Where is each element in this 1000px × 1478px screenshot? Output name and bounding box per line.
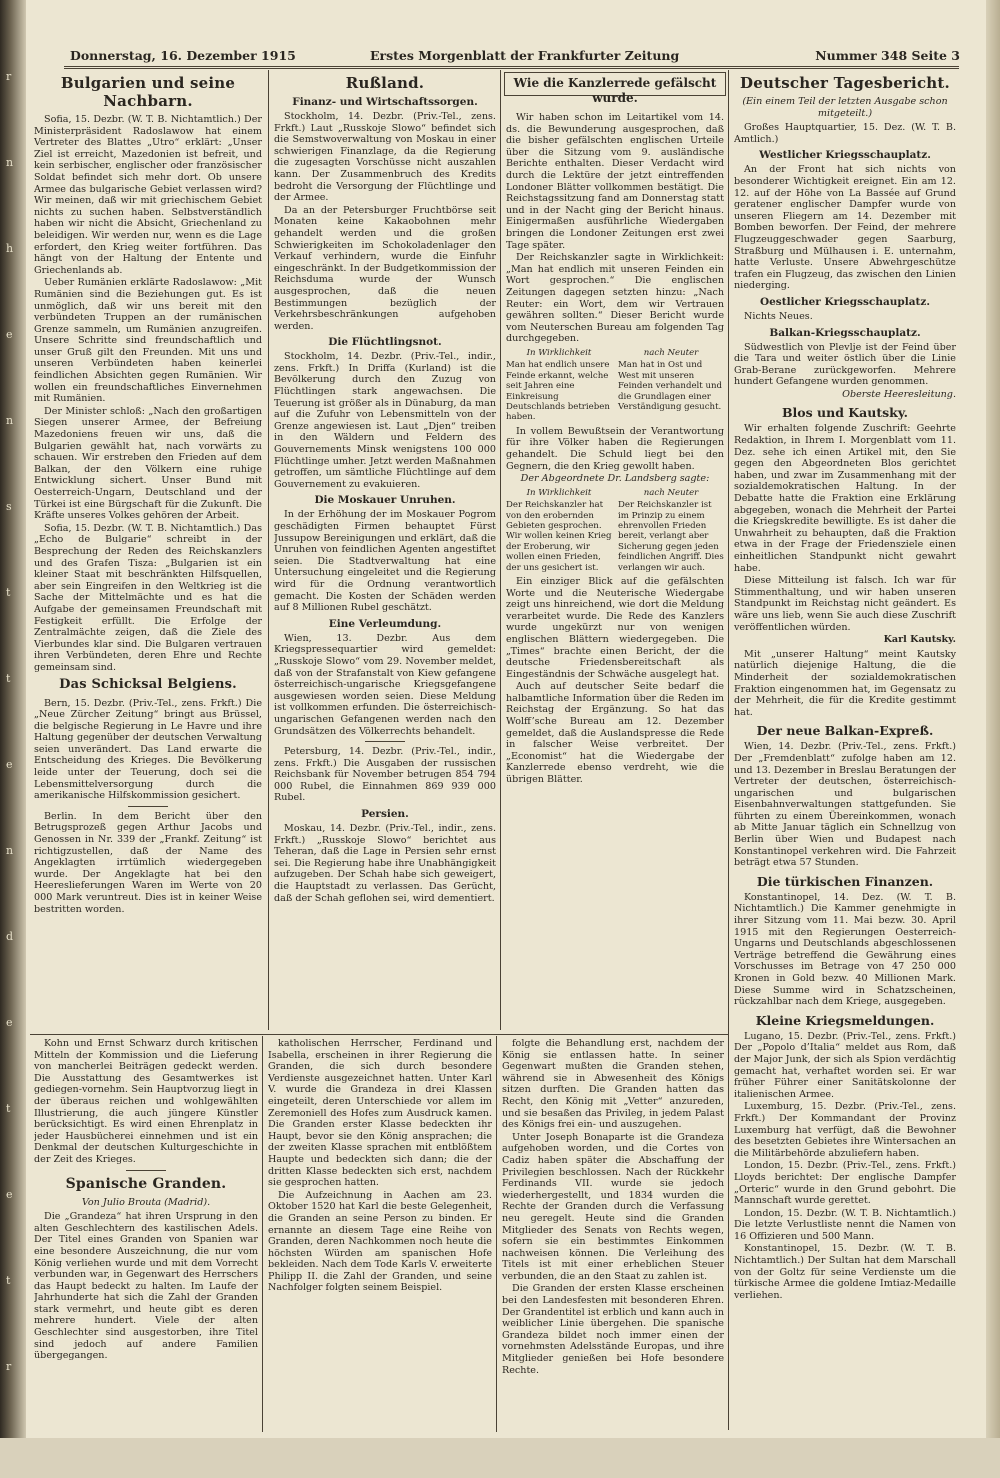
- subheadline-finanz: Finanz- und Wirtschaftssorgen.: [292, 96, 478, 108]
- spine-letter: t: [6, 586, 11, 599]
- column-rule: [496, 1036, 497, 1432]
- comparison-block: [506, 488, 724, 573]
- comparison-block: [506, 348, 724, 423]
- headline-kleine-kriegsmeldungen: Kleine Kriegsmeldungen.: [755, 1012, 935, 1028]
- subheadline-moskau: Die Moskauer Unruhen.: [314, 494, 456, 507]
- article-paragraph: In der Erhöhung der im Moskauer Pogrom geschädigten Firmen behauptet Fürst Jussupow Bereinigungen und erklärt, daß die Unruhen von feindlichen Agenten angestiftet seien. Die Stadtverwaltung hat eine Untersuchung eingeleitet und die Regierung wird für die Ordnung verantwortlich gemacht. Die Kosten der Schäden werden auf 8 Millionen Rubel geschätzt.: [274, 509, 496, 614]
- masthead-page-number: Nummer 348 Seite 3: [815, 48, 960, 63]
- article-paragraph: Berlin. In dem Bericht über den Betrugsprozeß gegen Arthur Jacobs und Genossen in Nr. 339 der „Frankf. Zeitung“ ist richtigzustellen, daß der Name des Angeklagten irrtümlich wiedergegeben wurde. Der Angeklagte hat bei den Heereslieferungen Waren im Werte von 20 000 Mark veruntreut. Dies ist in keiner Weise bestritten worden.: [34, 810, 262, 915]
- page-bottom-margin: [0, 1438, 1000, 1478]
- article-paragraph: Ein einziger Blick auf die gefälschten Worte und die Neuterische Wiedergabe zeigt uns hinreichend, wie dort die Meldung verarbeitet wurde. Die Rede des Kanzlers wurde ungekürzt nur von wenigen englischen Blättern wiedergegeben. Die „Times“ brachte einen Bericht, der die deutsche Friedensbereitschaft als Eingeständnis der Schwäche ausgelegt hat.: [506, 575, 724, 680]
- subheadline-balkan: Balkan-Kriegsschauplatz.: [769, 326, 921, 339]
- feuilleton-right: [502, 1038, 724, 1432]
- article-paragraph: Nichts Neues.: [744, 310, 813, 322]
- note-text: (Ein einem Teil der letzten Ausgabe schon mitgeteilt.): [742, 96, 948, 119]
- spine-letter: s: [6, 500, 12, 513]
- signature: Karl Kautsky.: [883, 634, 956, 646]
- comparison-label-left: In Wirklichkeit: [526, 487, 592, 498]
- article-paragraph: Kohn und Ernst Schwarz durch kritischen Mitteln der Kommission und die Lieferung von mancherlei Beiträgen gedeckt werden. Die Ausstattung des Gesamtwerkes ist gediegen-vornehm. Sein Hauptvorzug liegt in der überaus reichen und wohlgewählten Illustrierung, die auch jüngere Künstler berücksichtigt. Es wird einen Ehrenplatz in jeder Hausbücherei einnehmen und ist ein Denkmal der deutschen Kulturgeschichte in der Zeit des Krieges.: [34, 1038, 258, 1165]
- article-paragraph: London, 15. Dezbr. (Priv.-Tel., zens. Frkft.) Lloyds berichtet: Der englische Dampfer „Orteric“ wurde in den Grund gebohrt. Die Mannschaft wurde gerettet.: [734, 1160, 956, 1207]
- subheadline-ost: Oestlicher Kriegsschauplatz.: [759, 295, 931, 308]
- article-paragraph: katholischen Herrscher, Ferdinand und Isabella, erscheinen in ihrer Regierung die Granden, die sich durch besondere Verdienste ausgezeichnet hatten. Unter Karl V. wurde die Grandeza in drei Klassen eingeteilt, deren Unterschiede vor allem im Zeremoniell des Hofes zum Ausdruck kamen. Die Granden erster Klasse bedeckten ihr Haupt, bevor sie den König ansprachen; die der zweiten Klasse sprachen mit entblößtem Haupte und bedeckten sich dann; die der dritten Klasse bedeckten sich erst, nachdem sie gesprochen hatten.: [268, 1038, 492, 1189]
- article-paragraph: Diese Mitteilung ist falsch. Ich war für Stimmenthaltung, und wir haben unseren Standpunkt im Reichstag nicht geändert. Es wäre uns lieb, wenn Sie auch diese Zuschrift veröffentlichen würden.: [734, 575, 956, 633]
- article-paragraph: In vollem Bewußtsein der Verantwortung für ihre Völker haben die Regierungen gehandelt. Die Schuld liegt bei den Gegnern, die den Krieg gewollt haben.: [506, 425, 724, 472]
- headline-bulgarien: Bulgarien und seine Nachbarn.: [60, 74, 236, 110]
- article-separator: [128, 806, 168, 807]
- byline: Von Julio Brouta (Madrid).: [81, 1196, 211, 1208]
- masthead-date: Donnerstag, 16. Dezember 1915: [70, 48, 296, 63]
- article-paragraph: Wien, 13. Dezbr. Aus dem Kriegspressequartier wird gemeldet: „Russkoje Slowo“ vom 29. November meldet, daß von der Strafanstalt von Kiew gefangene österreichisch-ungarische Kriegsgefangene ausgewiesen worden seien. Diese Meldung ist vollkommen erfunden. Die österreichisch-ungarischen Gefangenen werden nach den Grundsätzen des Völkerrechts behandelt.: [274, 632, 496, 737]
- headline-blos-kautsky: Blos und Kautsky.: [781, 405, 908, 421]
- article-paragraph: Südwestlich von Plevlje ist der Feind über die Tara und weiter östlich über die Linie Grab-Berane zurückgeworfen. Mehrere hundert Gefangene wurden genommen.: [734, 341, 956, 388]
- speaker-label: Der Abgeordnete Dr. Landsberg sagte:: [520, 473, 710, 485]
- article-paragraph: folgte die Behandlung erst, nachdem der König sie entlassen hatte. In seiner Gegenwart mußten die Granden stehen, während sie in Abwesenheit des Königs sitzen durften. Die Granden hatten das Recht, den König mit „Vetter“ anzureden, und sie besaßen das Privileg, in jedem Palast des Königs frei ein- und auszugehen.: [502, 1038, 724, 1131]
- subheadline-persien: Persien.: [361, 808, 409, 821]
- article-paragraph: Unter Joseph Bonaparte ist die Grandeza aufgehoben worden, und die Cortes von Cadiz haben später die Abschaffung der Privilegien beschlossen. Nach der Rückkehr Ferdinands VII. wurde sie jedoch wiederhergestellt, und 1834 wurden die Rechte der Granden durch die Verfassung neu geregelt. Heute sind die Granden Mitglieder des Senats von Rechts wegen, sofern sie ein bestimmtes Einkommen nachweisen können. Die Verleihung des Titels ist mit einer erheblichen Steuer verbunden, die an den Staat zu zahlen ist.: [502, 1131, 724, 1282]
- column-rule: [268, 70, 269, 1030]
- column-rule: [262, 1036, 263, 1432]
- comparison-text-left: Der Reichskanzler hat von den erobernden Gebieten gesprochen. Wir wollen keinen Krieg der Eroberung, wir wollen einen Frieden, der uns gesichert ist.: [506, 500, 612, 573]
- signature: Oberste Heeresleitung.: [842, 388, 956, 400]
- comparison-label-right: nach Neuter: [643, 487, 699, 498]
- article-paragraph: Die Granden der ersten Klasse erscheinen bei den Landesfesten mit besonderen Ehren. Der Grandentitel ist erblich und kann auch in weiblicher Linie übergehen. Die spanische Grandeza bildet noch immer einen der vornehmsten Adelsstände Europas, und ihre Mitglieder genießen bei Hofe besondere Rechte.: [502, 1283, 724, 1376]
- article-paragraph: Der Minister schloß: „Nach den großartigen Siegen unserer Armee, der Befreiung Mazedoniens freuen wir uns, daß die Bulgarien gewählt hat, nach vorwärts zu schauen. Wir erstreben den Frieden auf dem Balkan, der den Völkern eine ruhige Entwicklung sichert. Unser Bund mit Oesterreich-Ungarn, Deutschland und der Türkei ist eine Bürgschaft für die Zukunft. Die Kräfte unseres Volkes gehören der Arbeit.: [34, 405, 262, 522]
- comparison-text-right: Der Reichskanzler ist im Prinzip zu einem ehrenvollen Frieden bereit, verlangt aber Sicherung gegen jeden feindlichen Angriff. Dies verlangen wir auch.: [618, 500, 724, 573]
- headline-kanzlerrede: Wie die Kanzlerrede gefälscht wurde.: [513, 76, 717, 105]
- feuilleton-left: [34, 1038, 258, 1432]
- article-paragraph: Stockholm, 14. Dezbr. (Priv.-Tel., zens. Frkft.) Laut „Russkoje Slowo“ befindet sich die Semstwoverwaltung von Moskau in einer schwierigen Finanzlage, da die Regierung die zugesagten Vorschüsse nicht auszahlen kann. Der Zusammenbruch des Kredits bedroht die Versorgung der Flüchtlinge und der Armee.: [274, 111, 496, 204]
- spine-letter: d: [6, 930, 14, 943]
- article-paragraph: Da an der Petersburger Fruchtbörse seit Monaten keine Kakaobohnen mehr gehandelt werden und die großen Schwierigkeiten im Schokoladenlager den Verkauf verhindern, wurde die Einfuhr eingeschränkt. In der Budgetkommission der Reichsduma wurde der Wunsch ausgesprochen, daß die neuen Bestimmungen bezüglich der Verkehrsbeschränkungen aufgehoben werden.: [274, 204, 496, 332]
- headline-tagesbericht: Deutscher Tagesbericht.: [740, 74, 950, 92]
- comparison-text-left: Man hat endlich unsere Feinde erkannt, welche seit Jahren eine Einkreisung Deutschlands betrieben haben.: [506, 360, 610, 423]
- headline-spanische-granden: Spanische Granden.: [65, 1175, 227, 1192]
- spine-letter: t: [6, 672, 11, 685]
- headline-tuerkische-finanzen: Die türkischen Finanzen.: [756, 873, 934, 889]
- masthead-paper-name: Erstes Morgenblatt der Frankfurter Zeitung: [370, 48, 680, 63]
- headline-belgien: Das Schicksal Belgiens.: [59, 676, 237, 692]
- masthead-rule-double: [64, 68, 959, 69]
- comparison-text-right: Man hat in Ost und West mit unseren Feinden verhandelt und die Grundlagen einer Verständigung gesucht.: [618, 360, 723, 412]
- article-paragraph: Der Reichskanzler sagte in Wirklichkeit: „Man hat endlich mit unseren Feinden ein Wort gesprochen.“ Die englischen Zeitungen dagegen setzten hinzu: „Nach Reuter: ein Wort, dem wir Vertrauen gewähren sollten.“ Dieser Bericht wurde vom Neuterschen Bureau am folgenden Tag durchgegeben.: [506, 252, 724, 345]
- article-paragraph: Mit „unserer Haltung“ meint Kautsky natürlich diejenige Haltung, die die Minderheit der sozialdemokratischen Fraktion eingenommen hat, im Gegensatz zu der Mehrheit, die für die Kredite gestimmt hat.: [734, 648, 956, 718]
- headline-balkan-express: Der neue Balkan-Expreß.: [756, 723, 934, 739]
- spine-letter: t: [6, 1274, 11, 1287]
- article-paragraph: Wir haben schon im Leitartikel vom 14. ds. die Bewunderung ausgesprochen, daß die bisher gefälschten englischen Urteile über die Sitzung vom 9. ausländische Berichte enthalten. Dieser Verdacht wird durch die Lektüre der jetzt eintreffenden Londoner Blätter vollkommen bestätigt. Die Reichstagssitzung fand am Donnerstag statt und in der Nacht ging der Bericht hinaus. Einigermaßen ausführliche Wiedergaben bringen die Londoner Zeitungen erst zwei Tage später.: [506, 112, 724, 251]
- article-paragraph: Bern, 15. Dezbr. (Priv.-Tel., zens. Frkft.) Die „Neue Zürcher Zeitung“ bringt aus Brüssel, die belgische Regierung in Le Havre und ihre Haltung gegenüber der deutschen Verwaltung seien unverändert. Das Land erwarte die Entscheidung des Krieges. Die Bevölkerung leide unter der Teuerung, doch sei die Lebensmittelversorgung durch die amerikanische Hilfskommission gesichert.: [34, 697, 262, 802]
- spine-letter: t: [6, 1102, 11, 1115]
- column-rule: [500, 70, 501, 1030]
- spine-letter: r: [6, 70, 12, 83]
- article-paragraph: Sofia, 15. Dezbr. (W. T. B. Nichtamtlich.) Das „Echo de Bulgarie“ schreibt in der Besprechung der Reden des Reichskanzlers und des Grafen Tisza: „Bulgarien ist ein kleiner Staat mit beschränkten Hilfsquellen, aber sein Eingreifen in den Weltkrieg ist die Sache der Mittelmächte und es hat die Aufgabe der gemeinsamen Freundschaft mit Festigkeit erfüllt. Die Erfolge der Zentralmächte zeigen, daß die Ziele des Vierbundes klar sind. Die Bulgaren vertrauen ihren Verbündeten, deren Ehre und Rechte gemeinsam sind.: [34, 522, 262, 673]
- article-paragraph: Stockholm, 14. Dezbr. (Priv.-Tel., indir., zens. Frkft.) In Driffa (Kurland) ist die Bevölkerung durch den Zuzug von Flüchtlingen stark angewachsen. Die Teuerung ist größer als in Dünaburg, da man auf die Zufuhr von Lebensmitteln von der Grenze angewiesen ist. Laut „Djen“ treiben in den Wäldern und Feldern des Gouvernements Minsk wenigstens 100 000 Flüchtlinge umher. Jetzt werden Maßnahmen getroffen, um sämtliche Flüchtlinge auf dem Gouvernement zu evakuieren.: [274, 351, 496, 490]
- article-paragraph: Wien, 14. Dezbr. (Priv.-Tel., zens. Frkft.) Der „Fremdenblatt“ zufolge haben am 12. und 13. Dezember in Breslau Beratungen der Vertreter der deutschen, österreichisch-ungarischen und bulgarischen Eisenbahnverwaltungen stattgefunden. Sie führten zu einem Übereinkommen, wonach ab Mitte Januar täglich ein Schnellzug von Berlin über Wien und Budapest nach Konstantinopel verkehren wird. Die Fahrzeit beträgt etwa 57 Stunden.: [734, 741, 956, 869]
- section-rule: [30, 1034, 728, 1035]
- spine-letter: r: [6, 1360, 12, 1373]
- headline-russland: Rußland.: [345, 74, 425, 92]
- article-paragraph: Moskau, 14. Dezbr. (Priv.-Tel., indir., zens. Frkft.) „Russkoje Slowo“ berichtet aus Teheran, daß die Lage in Persien sehr ernst sei. Die Regierung habe ihre Unabhängigkeit aufzugeben. Der Schah habe sich geweigert, die Hauptstadt zu verlassen. Das Gerücht, daß der Schah geflohen sei, wird dementiert.: [274, 823, 496, 904]
- article-separator: [126, 1170, 166, 1171]
- article-paragraph: Die „Grandeza“ hat ihren Ursprung in den alten Geschlechtern des kastilischen Adels. Der Titel eines Granden von Spanien war eine besondere Auszeichnung, die nur vom König verliehen wurde und mit dem Vorrecht verbunden war, in Gegenwart des Herrschers das Haupt bedeckt zu halten. Im Laufe der Jahrhunderte hat sich die Zahl der Granden stark vermehrt, und heute gibt es deren mehrere hundert. Viele der alten Geschlechter sind ausgestorben, ihre Titel sind jedoch auf andere Familien übergegangen.: [34, 1211, 258, 1362]
- book-spine: [0, 0, 26, 1478]
- article-paragraph: Luxemburg, 15. Dezbr. (Priv.-Tel., zens. Frkft.) Der Kommandant der Provinz Luxemburg hat verfügt, daß die Bewohner des besetzten Gebietes ihre Wintersachen an die Militärbehörde abzuliefern haben.: [734, 1101, 956, 1159]
- comparison-label-right: nach Neuter: [643, 347, 699, 358]
- article-paragraph: Wir erhalten folgende Zuschrift: Geehrte Redaktion, in Ihrem I. Morgenblatt vom 11. Dez. sehe ich einen Artikel mit, den Sie gegen den Abgeordneten Blos gerichtet haben, und zwar im Zusammenhang mit der sozialdemokratischen Haltung. In der Debatte hatte die Fraktion eine Erklärung abgegeben, wonach die Mehrheit der Partei die Kriegskredite bewilligte. Es ist daher die Unwahrheit zu behaupten, daß die Fraktion etwa in der Frage der Friedensziele einen einheitlichen Standpunkt nicht gewahrt habe.: [734, 423, 956, 574]
- spine-letter: n: [6, 414, 14, 427]
- comparison-label-left: In Wirklichkeit: [526, 347, 592, 358]
- column-bulgaria: [34, 72, 262, 1032]
- article-separator: [365, 741, 405, 742]
- page-edge: [986, 0, 1000, 1478]
- spine-letter: h: [6, 242, 14, 255]
- article-paragraph: Auch auf deutscher Seite bedarf die halbamtliche Information über die Reden im Reichstag der Ergänzung. So hat das Wolff’sche Bureau am 12. Dezember gemeldet, daß die Auslandspresse die Rede in falscher Weise verbreitet. Der „Economist“ hat die Wiedergabe der Kanzlerrede ebenso verdreht, wie die übrigen Blätter.: [506, 681, 724, 786]
- article-paragraph: An der Front hat sich nichts von besonderer Wichtigkeit ereignet. Ein am 12. 12. auf der Höhe von La Bassée auf Grund geratener englischer Dampfer wurde von unseren Fliegern am 14. Dezember mit Bomben beworfen. Der Feind, der mehrere Flugzeuggeschwader gegen Saarburg, Straßburg und Mülhausen i. E. unternahm, hatte Verluste. Unsere Abwehrgeschütze trafen ein Flugzeug, das zwischen den Linien niederging.: [734, 164, 956, 292]
- spine-letter: e: [6, 758, 13, 771]
- subheadline-fluechtlinge: Die Flüchtlingsnot.: [328, 336, 442, 349]
- masthead: [70, 48, 960, 64]
- article-paragraph: Petersburg, 14. Dezbr. (Priv.-Tel., indir., zens. Frkft.) Die Ausgaben der russischen Reichsbank für November betrugen 854 794 000 Rubel, die Einnahmen 869 939 000 Rubel.: [274, 746, 496, 804]
- article-paragraph: Konstantinopel, 14. Dez. (W. T. B. Nichtamtlich.) Die Kammer genehmigte in ihrer Sitzung vom 11. Mai bezw. 30. April 1915 mit den Regierungen Oesterreich-Ungarns und Deutschlands abgeschlossenen Verträge betreffend die Gewährung eines Vorschusses im Betrage von 47 250 000 Kronen in Gold bezw. 40 Millionen Mark. Diese Summe wird in Schatzscheinen, rückzahlbar nach dem Kriege, ausgegeben.: [734, 891, 956, 1008]
- spine-letter: e: [6, 1016, 13, 1029]
- article-paragraph: Lugano, 15. Dezbr. (Priv.-Tel., zens. Frkft.) Der „Popolo d’Italia“ meldet aus Rom, daß der Major Junk, der sich als Spion verdächtig gemacht hat, verhaftet worden sei. Er war früher Führer einer Sanitätskolonne der italienischen Armee.: [734, 1030, 956, 1100]
- spine-letter: e: [6, 328, 13, 341]
- masthead-rule: [64, 66, 959, 67]
- article-paragraph: Ueber Rumänien erklärte Radoslawow: „Mit Rumänien sind die Beziehungen gut. Es ist unmöglich, daß wir uns bereit mit den verbündeten Truppen an der rumänischen Grenze sammeln, um Rumänien anzugreifen. Unsere Schritte sind freundschaftlich und unser Gruß gilt den Freunden. Mit uns und unseren Verbündeten haben keinerlei feindlichen Absichten gegen Rumänien. Wir wollen ein freundschaftliches Einvernehmen mit Rumänien.: [34, 277, 262, 405]
- article-paragraph: Konstantinopel, 15. Dezbr. (W. T. B. Nichtamtlich.) Der Sultan hat dem Marschall von der Goltz für seine Verdienste um die türkische Armee die goldene Imtiaz-Medaille verliehen.: [734, 1243, 956, 1301]
- spine-letter: e: [6, 1188, 13, 1201]
- column-russia: [274, 72, 496, 1032]
- spine-letter: n: [6, 156, 14, 169]
- feuilleton-middle: [268, 1038, 492, 1432]
- spine-letter: n: [6, 844, 14, 857]
- subheadline-west: Westlicher Kriegsschauplatz.: [759, 149, 931, 162]
- column-rule: [728, 70, 729, 1430]
- column-kanzlerrede: [506, 74, 724, 1032]
- article-paragraph: London, 15. Dezbr. (W. T. B. Nichtamtlich.) Die letzte Verlustliste nennt die Namen von 16 Offizieren und 500 Mann.: [734, 1207, 956, 1242]
- article-paragraph: Die Aufzeichnung in Aachen am 23. Oktober 1520 hat Karl die beste Gelegenheit, die Granden an seine Person zu binden. Er ernannte an diesem Tage eine Reihe von Granden, deren Nachkommen noch heute die höchsten Würden am spanischen Hofe bekleiden. Nach dem Tode Karls V. erweiterte Philipp II. die Zahl der Granden, und seine Nachfolger folgten seinem Beispiel.: [268, 1189, 492, 1294]
- article-paragraph: Sofia, 15. Dezbr. (W. T. B. Nichtamtlich.) Der Ministerpräsident Radoslawow hat einem Vertreter des Blattes „Utro“ erklärt: „Unser Ziel ist erreicht, Mazedonien ist befreit, und kein serbischer, englischer oder französischer Soldat befindet sich mehr dort. Ob unsere Armee das bulgarische Gebiet verlassen wird? Wir meinen, daß wir mit griechischem Gebiet nichts zu suchen haben. Selbstverständlich haben wir nicht die Absicht, Griechenland zu beleidigen. Wir werden nur, wenn es die Lage erfordert, den Krieg weiter fortführen. Das hängt von der Haltung der Entente und Griechenlands ab.: [34, 114, 262, 276]
- column-tagesbericht: [734, 72, 956, 1432]
- subheadline-verleumdung: Eine Verleumdung.: [328, 617, 442, 630]
- article-paragraph: Großes Hauptquartier, 15. Dez. (W. T. B. Amtlich.): [734, 122, 956, 145]
